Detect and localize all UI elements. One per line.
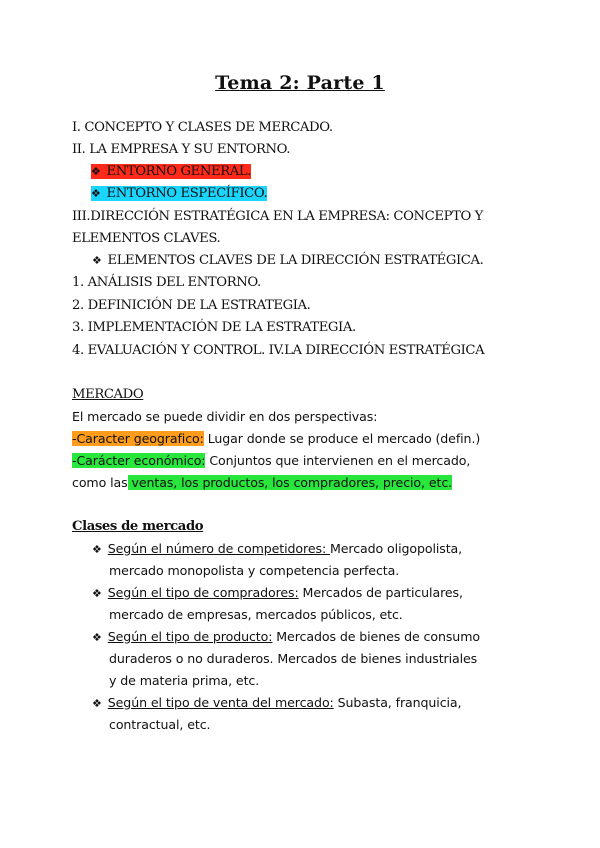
diamond-bullet-icon: ❖ (91, 187, 101, 200)
outline-sub-entorno-general (91, 161, 251, 183)
mercado-geografico (72, 428, 480, 450)
outline-sub-elementos-claves (92, 250, 483, 272)
diamond-bullet-icon: ❖ (92, 587, 102, 600)
diamond-bullet-icon: ❖ (92, 254, 102, 267)
economico-line2-pre: como las (72, 475, 128, 490)
diamond-bullet-icon: ❖ (92, 631, 102, 644)
clases-item-3-line2: duraderos o no duraderos. Mercados de bienes industriales (109, 651, 478, 666)
clases-item-3 (92, 626, 480, 649)
clases-heading: Clases de mercado (72, 519, 204, 534)
geografico-text: Lugar donde se produce el mercado (defin.) (203, 431, 481, 446)
clases-item-label: Según el tipo de compradores: (107, 585, 299, 600)
mercado-economico (72, 450, 470, 472)
clases-item-text: Mercados de bienes de consumo (272, 629, 480, 644)
clases-item-text: Mercado oligopolista, (330, 541, 463, 556)
clases-item-label: Según el tipo de venta del mercado: (107, 695, 334, 710)
clases-item-label: Según el tipo de producto: (107, 629, 273, 644)
clases-item-1 (92, 538, 462, 561)
clases-item-4-line2: contractual, etc. (109, 717, 211, 732)
geografico-label: -Caracter geografico: (72, 431, 204, 446)
diamond-bullet-icon: ❖ (92, 697, 102, 710)
outline-sub-entorno-especifico (91, 183, 267, 205)
sub-label: ENTORNO GENERAL. (106, 164, 252, 179)
sub-label: ENTORNO ESPECÍFICO. (106, 186, 268, 201)
clases-item-label: Según el número de competidores: (107, 541, 330, 556)
mercado-intro: El mercado se puede dividir en dos perspectivas: (72, 409, 378, 424)
clases-item-2 (92, 582, 463, 605)
clases-item-3-line3: y de materia prima, etc. (109, 673, 260, 688)
outline-line-2: II. LA EMPRESA Y SU ENTORNO. (72, 142, 291, 157)
diamond-bullet-icon: ❖ (92, 543, 102, 556)
clases-item-1-line2: mercado monopolista y competencia perfecta. (109, 563, 400, 578)
clases-item-text: Subasta, franquicia, (333, 695, 462, 710)
clases-item-4 (92, 692, 461, 715)
outline-line-3b: ELEMENTOS CLAVES. (72, 231, 221, 246)
outline-numbered-4: 4. EVALUACIÓN Y CONTROL. IV.LA DIRECCIÓN ESTRATÉGICA (72, 343, 485, 358)
economico-label: -Carácter económico: (72, 453, 206, 468)
mercado-economico-line2 (72, 472, 452, 494)
page-title: Tema 2: Parte 1 (215, 72, 385, 94)
mercado-heading: MERCADO (72, 387, 144, 402)
economico-text: Conjuntos que intervienen en el mercado, (205, 453, 471, 468)
sub-label: ELEMENTOS CLAVES DE LA DIRECCIÓN ESTRATÉGICA. (107, 253, 484, 268)
outline-numbered-1: 1. ANÁLISIS DEL ENTORNO. (72, 275, 261, 290)
outline-line-1: I. CONCEPTO Y CLASES DE MERCADO. (72, 120, 333, 135)
economico-line2-highlight: ventas, los productos, los compradores, precio, etc. (127, 475, 453, 490)
clases-item-text: Mercados de particulares, (298, 585, 463, 600)
diamond-bullet-icon: ❖ (91, 165, 101, 178)
outline-line-3a: III.DIRECCIÓN ESTRATÉGICA EN LA EMPRESA: CONCEPTO Y (72, 209, 483, 224)
outline-numbered-2: 2. DEFINICIÓN DE LA ESTRATEGIA. (72, 298, 311, 313)
outline-numbered-3: 3. IMPLEMENTACIÓN DE LA ESTRATEGIA. (72, 320, 356, 335)
clases-item-2-line2: mercado de empresas, mercados públicos, etc. (109, 607, 403, 622)
